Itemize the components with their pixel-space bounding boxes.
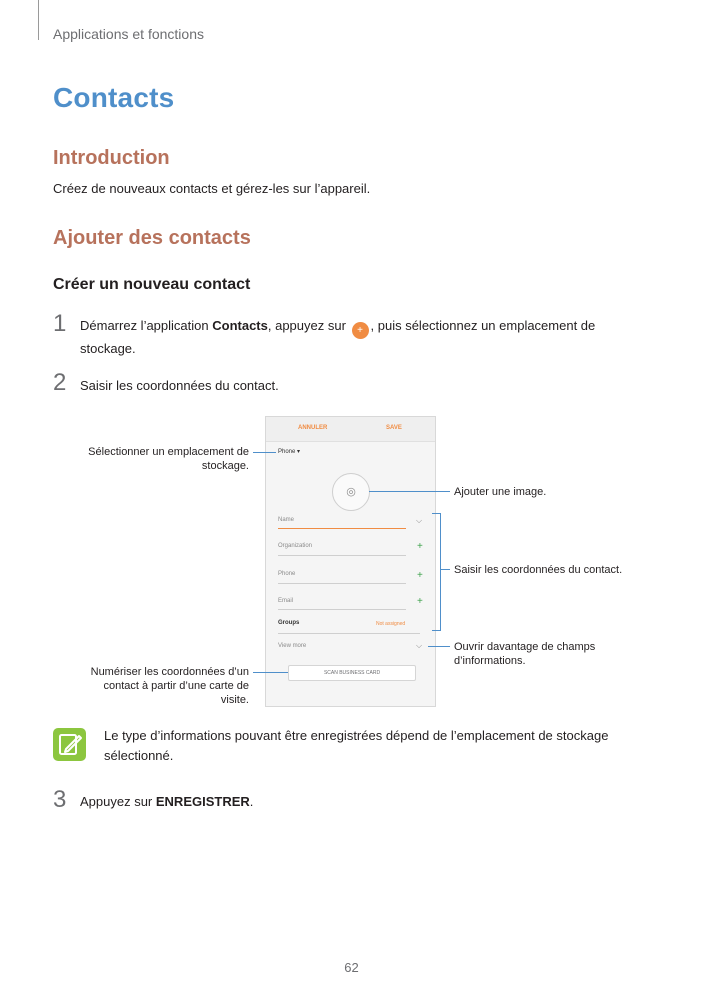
callout-scan-line2: contact à partir d’une carte de: [103, 680, 249, 692]
introduction-heading: Introduction: [53, 147, 170, 169]
page-title: Contacts: [53, 82, 175, 113]
callout-scan: [60, 665, 249, 707]
groups-label: Groups: [278, 620, 300, 626]
callout-line-image: [369, 491, 450, 492]
step-1-text-middle: , appuyez sur: [267, 318, 350, 333]
step-1-text: [80, 316, 640, 359]
callout-image: Ajouter une image.: [454, 486, 547, 498]
save-button[interactable]: SAVE: [386, 425, 402, 431]
camera-icon[interactable]: ◎: [332, 473, 370, 511]
step-1-text-end: , puis sélectionnez un emplacement de: [370, 318, 596, 333]
step-3-number: 3: [53, 786, 67, 813]
header-rule: [38, 0, 39, 40]
phone-action-bar: [266, 417, 435, 442]
callout-storage: [60, 445, 249, 473]
step-3-text: [80, 792, 253, 812]
step-3-text-start: Appuyez sur: [80, 794, 156, 809]
add-email-icon[interactable]: +: [417, 596, 423, 607]
step-2-number: 2: [53, 369, 67, 396]
callout-bracket-bottom: [432, 630, 441, 631]
view-more-chevron-icon[interactable]: ⌵: [416, 641, 423, 650]
page-number: 62: [344, 960, 359, 975]
create-contact-subheading: Créer un nouveau contact: [53, 276, 251, 293]
cancel-button[interactable]: ANNULER: [298, 425, 328, 431]
step-2-text: Saisir les coordonnées du contact.: [80, 378, 279, 393]
callout-more-line2: d’informations.: [454, 655, 526, 667]
note-pencil-icon: [53, 728, 86, 761]
callout-fields: Saisir les coordonnées du contact.: [454, 564, 623, 576]
add-icon: +: [352, 322, 369, 339]
field-divider: [278, 633, 420, 634]
view-more-label[interactable]: View more: [278, 643, 307, 649]
storage-value: Phone: [278, 449, 296, 455]
field-divider: [278, 609, 406, 610]
callout-more-line1: Ouvrir davantage de champs: [454, 641, 596, 653]
step-1-text-line2: stockage.: [80, 341, 136, 356]
callout-storage-line2: stockage.: [201, 460, 249, 472]
add-phone-icon[interactable]: +: [417, 570, 423, 581]
callout-line-storage: [253, 452, 276, 453]
step-1-number: 1: [53, 310, 67, 337]
step-1-text-start: Démarrez l’application: [80, 318, 213, 333]
callout-line-more: [428, 646, 450, 647]
callout-line-scan: [253, 672, 288, 673]
name-field-underline: [278, 528, 406, 529]
dropdown-arrow-icon: ▾: [297, 449, 301, 455]
introduction-text: Créez de nouveaux contacts et gérez-les sur l’appareil.: [53, 181, 371, 196]
note-line1: Le type d’informations pouvant être enregistrées dépend de l’emplacement de stockage: [104, 728, 609, 743]
note-text: [104, 726, 644, 766]
step-3-text-end: .: [249, 794, 254, 809]
callout-bracket-top: [432, 513, 441, 514]
name-field[interactable]: Name: [278, 517, 295, 523]
field-divider: [278, 583, 406, 584]
callout-bracket-vertical: [440, 513, 441, 631]
email-field[interactable]: Email: [278, 598, 294, 604]
callout-storage-line1: Sélectionner un emplacement de: [88, 446, 249, 458]
add-organization-icon[interactable]: +: [417, 541, 423, 552]
field-divider: [278, 555, 406, 556]
callout-line-fields: [441, 569, 450, 570]
callout-scan-line1: Numériser les coordonnées d’un: [90, 666, 249, 678]
scan-business-card-button[interactable]: SCAN BUSINESS CARD: [288, 665, 416, 681]
organization-field[interactable]: Organization: [278, 543, 313, 549]
name-expand-chevron-icon[interactable]: ⌵: [416, 516, 423, 525]
save-button-name: ENREGISTRER: [155, 794, 250, 809]
storage-selector[interactable]: [278, 448, 300, 455]
contacts-app-name: Contacts: [212, 318, 268, 333]
callout-more: [454, 640, 654, 668]
phone-screenshot: [265, 416, 436, 707]
callout-scan-line3: visite.: [220, 694, 249, 706]
note-line2: sélectionné.: [104, 748, 174, 763]
phone-field[interactable]: Phone: [278, 571, 296, 577]
groups-value[interactable]: Not assigned: [376, 621, 406, 627]
section-header: Applications et fonctions: [53, 26, 204, 42]
add-contacts-heading: Ajouter des contacts: [53, 227, 251, 249]
